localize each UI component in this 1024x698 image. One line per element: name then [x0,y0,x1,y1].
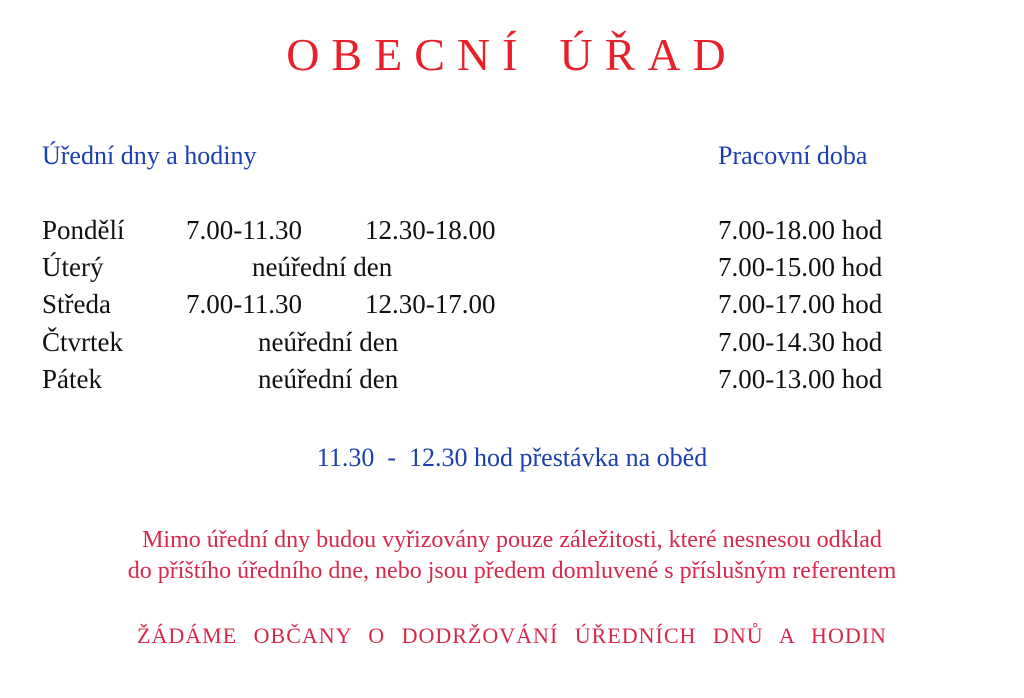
notice-line-1: Mimo úřední dny budou vyřizovány pouze záležitosti, které nesnesou odklad [142,527,882,553]
schedule-day: Pondělí [42,215,125,245]
schedule-day: Čtvrtek [42,327,123,357]
schedule-working-hours: 7.00-14.30 hod [718,327,883,357]
office-days-heading: Úřední dny a hodiny [42,141,257,170]
title-word-2: ÚŘAD [559,29,738,80]
lunch-break-note: 11.30 - 12.30 hod přestávka na oběd [316,443,708,472]
schedule-note: neúřední den [252,252,393,282]
schedule-day: Úterý [42,252,104,282]
schedule-note: neúřední den [258,364,399,394]
schedule-working-hours: 7.00-13.00 hod [718,364,883,394]
title-word-1: OBECNÍ [286,29,530,80]
schedule-day: Pátek [42,364,102,394]
schedule-morning: 7.00-11.30 [186,289,302,319]
schedule-working-hours: 7.00-18.00 hod [718,215,883,245]
schedule-note: neúřední den [258,327,399,357]
schedule-afternoon: 12.30-17.00 [365,289,496,319]
page-title [0,28,1024,81]
schedule-working-hours: 7.00-17.00 hod [718,289,883,319]
schedule-afternoon: 12.30-18.00 [365,215,496,245]
schedule-morning: 7.00-11.30 [186,215,302,245]
schedule-working-hours: 7.00-15.00 hod [718,252,883,282]
working-hours-heading: Pracovní doba [718,141,868,170]
schedule-day: Středa [42,289,111,319]
notice-line-2: do příštího úředního dne, nebo jsou předem domluvené s příslušným referentem [127,558,897,584]
appeal-line: ŽÁDÁME OBČANY O DODRŽOVÁNÍ ÚŘEDNÍCH DNŮ A HODIN [137,623,887,648]
